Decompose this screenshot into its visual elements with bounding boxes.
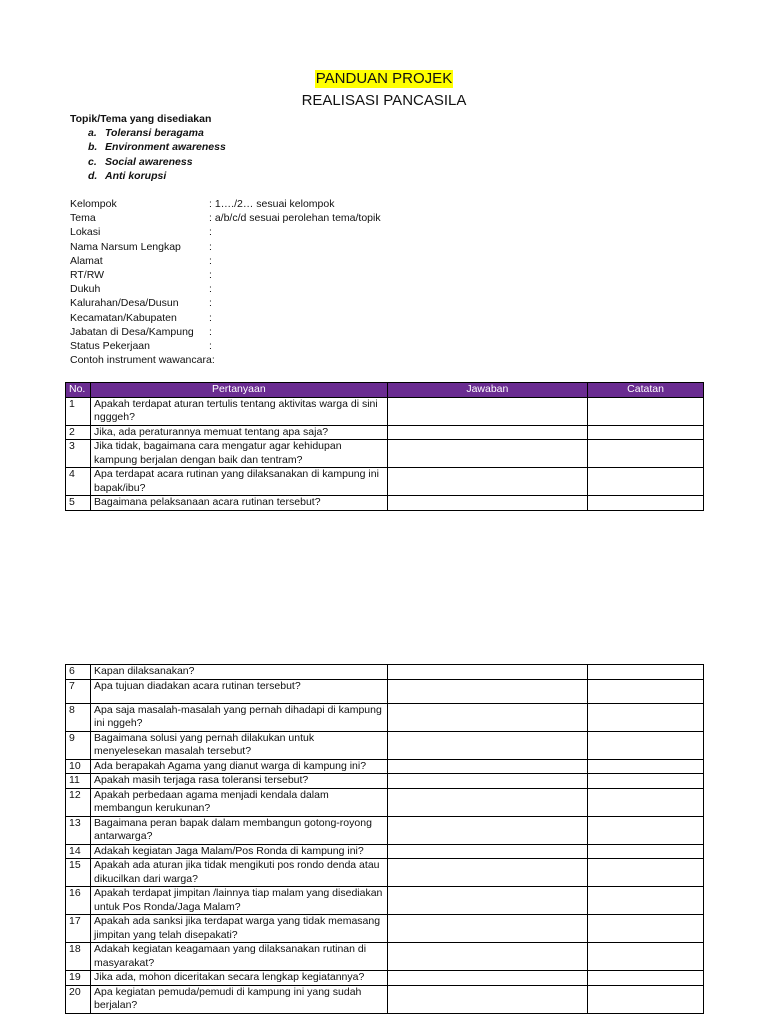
field-row bbox=[70, 211, 381, 225]
row-question: Apa tujuan diadakan acara rutinan tersebut? bbox=[91, 679, 388, 703]
field-row bbox=[70, 311, 381, 325]
interview-table-2 bbox=[65, 664, 704, 1014]
field-label: Jabatan di Desa/Kampung bbox=[70, 325, 194, 338]
field-value: : bbox=[209, 226, 212, 239]
header-no: No. bbox=[66, 383, 91, 398]
row-number: 8 bbox=[66, 703, 91, 731]
field-value: : bbox=[209, 325, 212, 338]
table-row bbox=[66, 788, 704, 816]
note-cell[interactable] bbox=[588, 759, 704, 774]
table-row bbox=[66, 887, 704, 915]
table-row bbox=[66, 844, 704, 859]
topic-heading: Topik/Tema yang disediakan bbox=[70, 113, 212, 125]
answer-cell[interactable] bbox=[387, 496, 587, 511]
row-question: Bagaimana peran bapak dalam membangun gotong-royong antarwarga? bbox=[91, 816, 388, 844]
field-label: Kelompok bbox=[70, 198, 117, 210]
field-row bbox=[70, 296, 381, 310]
row-number: 12 bbox=[66, 788, 91, 816]
row-question: Jika tidak, bagaimana cara mengatur agar kehidupan kampung berjalan dengan baik dan tentram? bbox=[91, 440, 388, 468]
answer-cell[interactable] bbox=[387, 774, 587, 789]
row-number: 20 bbox=[66, 985, 91, 1013]
row-number: 9 bbox=[66, 731, 91, 759]
table-row bbox=[66, 943, 704, 971]
field-label: Lokasi bbox=[70, 226, 101, 239]
table-row bbox=[66, 971, 704, 986]
row-number: 3 bbox=[66, 440, 91, 468]
topic-item bbox=[88, 126, 226, 140]
note-cell[interactable] bbox=[588, 679, 704, 703]
row-question: Jika ada, mohon diceritakan secara lengkap kegiatannya? bbox=[91, 971, 388, 986]
answer-cell[interactable] bbox=[387, 844, 587, 859]
row-question: Apakah perbedaan agama menjadi kendala dalam membangun kerukunan? bbox=[91, 788, 388, 816]
field-row bbox=[70, 282, 381, 296]
note-cell[interactable] bbox=[588, 971, 704, 986]
row-question: Apa saja masalah-masalah yang pernah dihadapi di kampung ini nggeh? bbox=[91, 703, 388, 731]
topic-text: Anti korupsi bbox=[105, 169, 167, 182]
answer-cell[interactable] bbox=[387, 397, 587, 425]
row-question: Apakah ada aturan jika tidak mengikuti pos rondo denda atau dikucilkan dari warga? bbox=[91, 859, 388, 887]
topic-letter: b. bbox=[88, 141, 98, 154]
row-number: 18 bbox=[66, 943, 91, 971]
topic-letter: d. bbox=[88, 169, 98, 182]
field-value: : bbox=[209, 254, 212, 267]
interview-table-1 bbox=[65, 382, 704, 511]
row-number: 19 bbox=[66, 971, 91, 986]
row-question: Apa terdapat acara rutinan yang dilaksanakan di kampung ini bapak/ibu? bbox=[91, 468, 388, 496]
field-label: Dukuh bbox=[70, 283, 101, 296]
field-label: Kalurahan/Desa/Dusun bbox=[70, 297, 179, 310]
row-question: Apakah terdapat aturan tertulis tentang aktivitas warga di sini ngggeh? bbox=[91, 397, 388, 425]
answer-cell[interactable] bbox=[387, 971, 587, 986]
field-row bbox=[70, 325, 381, 339]
field-label: RT/RW bbox=[70, 269, 105, 282]
field-value: : 1…./2… sesuai kelompok bbox=[209, 198, 335, 210]
field-value: : bbox=[209, 340, 212, 353]
topic-item bbox=[88, 169, 226, 183]
field-row bbox=[70, 240, 381, 254]
row-number: 17 bbox=[66, 915, 91, 943]
answer-cell[interactable] bbox=[387, 887, 587, 915]
note-cell[interactable] bbox=[588, 844, 704, 859]
table-row bbox=[66, 496, 704, 511]
table-body-2 bbox=[66, 665, 704, 1014]
note-cell[interactable] bbox=[588, 703, 704, 731]
field-row bbox=[70, 254, 381, 268]
answer-cell[interactable] bbox=[387, 816, 587, 844]
field-row bbox=[70, 268, 381, 282]
field-label: Nama Narsum Lengkap bbox=[70, 240, 181, 253]
title-line-2: REALISASI PANCASILA bbox=[301, 92, 467, 109]
topic-item bbox=[88, 140, 226, 154]
answer-cell[interactable] bbox=[387, 665, 587, 680]
topic-letter: a. bbox=[88, 127, 97, 140]
note-cell[interactable] bbox=[588, 496, 704, 511]
table-row bbox=[66, 915, 704, 943]
row-question: Bagaimana pelaksanaan acara rutinan tersebut? bbox=[91, 496, 388, 511]
topic-text: Toleransi beragama bbox=[105, 127, 204, 140]
table-row bbox=[66, 665, 704, 680]
note-cell[interactable] bbox=[588, 468, 704, 496]
field-row bbox=[70, 225, 381, 239]
topic-text: Environment awareness bbox=[105, 141, 226, 154]
field-label: Kecamatan/Kabupaten bbox=[70, 311, 177, 324]
row-question: Apakah ada sanksi jika terdapat warga yang tidak memasang jimpitan yang telah disepakati? bbox=[91, 915, 388, 943]
row-question: Apakah terdapat jimpitan /lainnya tiap malam yang disediakan untuk Pos Ronda/Jaga Malam? bbox=[91, 887, 388, 915]
topic-item bbox=[88, 155, 226, 169]
field-label: Alamat bbox=[70, 254, 103, 267]
field-row bbox=[70, 353, 381, 367]
row-number: 11 bbox=[66, 774, 91, 789]
row-question: Bagaimana solusi yang pernah dilakukan untuk menyelesekan masalah tersebut? bbox=[91, 731, 388, 759]
answer-cell[interactable] bbox=[387, 425, 587, 440]
row-number: 4 bbox=[66, 468, 91, 496]
header-question: Pertanyaan bbox=[91, 383, 388, 398]
field-label: Status Pekerjaan bbox=[70, 340, 150, 353]
row-question: Kapan dilaksanakan? bbox=[91, 665, 388, 680]
row-number: 10 bbox=[66, 759, 91, 774]
table-body-1 bbox=[66, 397, 704, 510]
row-number: 14 bbox=[66, 844, 91, 859]
table-row bbox=[66, 985, 704, 1013]
row-number: 15 bbox=[66, 859, 91, 887]
row-number: 16 bbox=[66, 887, 91, 915]
answer-cell[interactable] bbox=[387, 468, 587, 496]
note-cell[interactable] bbox=[588, 397, 704, 425]
answer-cell[interactable] bbox=[387, 915, 587, 943]
field-row bbox=[70, 339, 381, 353]
note-cell[interactable] bbox=[588, 788, 704, 816]
row-question: Jika, ada peraturannya memuat tentang apa saja? bbox=[91, 425, 388, 440]
table-row bbox=[66, 468, 704, 496]
document-title bbox=[0, 70, 768, 111]
field-value: : a/b/c/d sesuai perolehan tema/topik bbox=[209, 212, 381, 225]
table-row bbox=[66, 425, 704, 440]
table-row bbox=[66, 816, 704, 844]
note-cell[interactable] bbox=[588, 816, 704, 844]
topic-section bbox=[70, 112, 226, 183]
note-cell[interactable] bbox=[588, 887, 704, 915]
field-value: : bbox=[209, 311, 212, 324]
row-number: 7 bbox=[66, 679, 91, 703]
row-number: 5 bbox=[66, 496, 91, 511]
answer-cell[interactable] bbox=[387, 943, 587, 971]
table-row bbox=[66, 397, 704, 425]
field-value: : bbox=[209, 240, 212, 253]
table-row bbox=[66, 859, 704, 887]
field-row bbox=[70, 197, 381, 211]
table-row bbox=[66, 759, 704, 774]
table-row bbox=[66, 731, 704, 759]
note-cell[interactable] bbox=[588, 943, 704, 971]
note-cell[interactable] bbox=[588, 731, 704, 759]
table-row bbox=[66, 774, 704, 789]
answer-cell[interactable] bbox=[387, 679, 587, 703]
note-cell[interactable] bbox=[588, 915, 704, 943]
row-question: Apa kegiatan pemuda/pemudi di kampung ini yang sudah berjalan? bbox=[91, 985, 388, 1013]
note-cell[interactable] bbox=[588, 859, 704, 887]
field-value: : bbox=[209, 269, 212, 282]
answer-cell[interactable] bbox=[387, 703, 587, 731]
row-number: 1 bbox=[66, 397, 91, 425]
note-cell[interactable] bbox=[588, 440, 704, 468]
answer-cell[interactable] bbox=[387, 440, 587, 468]
header-answer: Jawaban bbox=[387, 383, 587, 398]
table-row bbox=[66, 679, 704, 703]
table-header-row bbox=[66, 383, 704, 398]
note-cell[interactable] bbox=[588, 665, 704, 680]
row-number: 2 bbox=[66, 425, 91, 440]
answer-cell[interactable] bbox=[387, 759, 587, 774]
row-question: Apakah masih terjaga rasa toleransi tersebut? bbox=[91, 774, 388, 789]
answer-cell[interactable] bbox=[387, 859, 587, 887]
answer-cell[interactable] bbox=[387, 788, 587, 816]
answer-cell[interactable] bbox=[387, 985, 587, 1013]
topic-text: Social awareness bbox=[105, 155, 193, 168]
row-question: Adakah kegiatan Jaga Malam/Pos Ronda di kampung ini? bbox=[91, 844, 388, 859]
note-cell[interactable] bbox=[588, 774, 704, 789]
field-list bbox=[70, 197, 381, 367]
topic-letter: c. bbox=[88, 155, 97, 168]
title-line-1: PANDUAN PROJEK bbox=[315, 70, 453, 87]
row-question: Ada berapakah Agama yang dianut warga di kampung ini? bbox=[91, 759, 388, 774]
instrument-caption: Contoh instrument wawancara: bbox=[70, 354, 215, 367]
note-cell[interactable] bbox=[588, 985, 704, 1013]
field-value: : bbox=[209, 297, 212, 310]
topic-list bbox=[70, 126, 226, 183]
header-note: Catatan bbox=[588, 383, 704, 398]
note-cell[interactable] bbox=[588, 425, 704, 440]
answer-cell[interactable] bbox=[387, 731, 587, 759]
table-row bbox=[66, 703, 704, 731]
field-value: : bbox=[209, 283, 212, 296]
row-question: Adakah kegiatan keagamaan yang dilaksanakan rutinan di masyarakat? bbox=[91, 943, 388, 971]
field-label: Tema bbox=[70, 212, 96, 225]
row-number: 13 bbox=[66, 816, 91, 844]
table-row bbox=[66, 440, 704, 468]
row-number: 6 bbox=[66, 665, 91, 680]
